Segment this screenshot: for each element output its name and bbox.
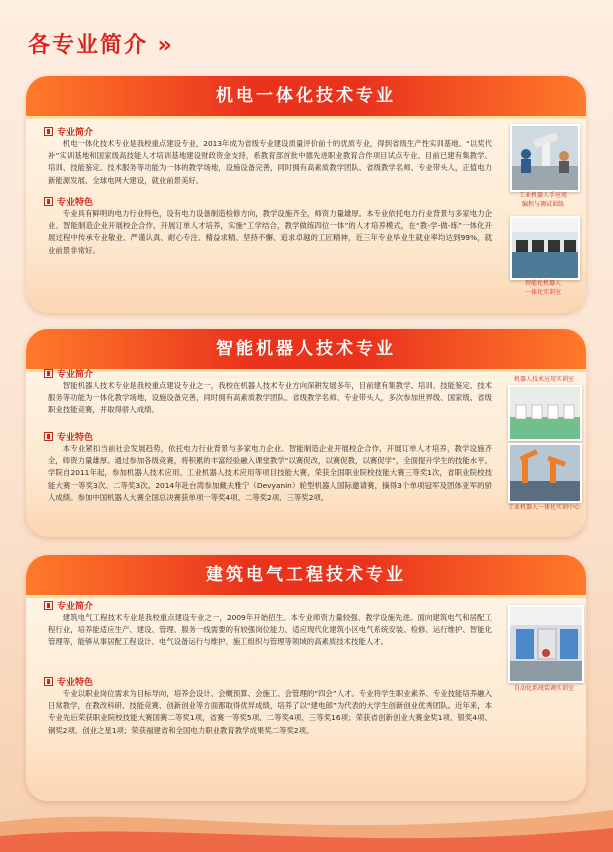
major-title: 机电一体化技术专业: [216, 86, 396, 106]
book-icon: [44, 432, 53, 441]
photo-robot-training: [510, 124, 580, 192]
feature-text: 专业以职业岗位需求为目标导向，培养会设计、会概预算、会施工、会管理的“四会”人才。专业将学生职业素养、专业技能培养融入日常教学，在教改科研、技能竞赛、创新创业等方面都取得优异成绩，培养了以“建电郎”为代表的大学生创新创业优秀团队。近年来，本专业先后荣获职业院校技能大赛国赛二等奖1项，省赛一等奖5项、二等奖4项、三等奖16项；荣获省创新创业大赛金奖1项、银奖4项、铜奖2项、创业之星1项；荣获福建省和全国电力职业教育教学成果奖二等奖2项。: [48, 689, 492, 735]
intro-text: 建筑电气工程技术专业是我校重点建设专业之一，2009年开始招生。本专业师资力量较强、教学设施先进。面向建筑电气和居配工程行业，培养能适应生产、建设、管理、服务一线需要的有较强岗位能力，适应现代化建筑小区电气系统安装、检修、运行维护、智能化管理等，能够从事居配工程设计、电气设备运行与维护、施工组织与管理等领域的高素质技术技能人才。: [48, 613, 492, 647]
photo-caption: 工业机器人手应用 编程与调试训练: [518, 192, 567, 208]
photo-robot-lab: [510, 216, 580, 280]
photo-caption: 工业机器人一体化实训中心: [507, 504, 580, 511]
photo-industrial-robot-center: [508, 443, 582, 503]
section-label-intro: 专业简介: [44, 125, 93, 138]
section-label-intro: 专业简介: [44, 367, 93, 380]
photo-caption: 机器人技术应用实训室: [513, 376, 574, 383]
major-card-mechatronics: [26, 76, 586, 313]
book-icon: [44, 127, 53, 136]
intro-text: 机电一体化技术专业是我校重点建设专业，2013年成为省级专业建设质量评价前十的优质专业，得到省级生产性实训基地、“以奖代补”实训基地和国家级高技能人才培训基地建设财政资金支持，系教育部首批中德先进职业教育合作项目试点专业。目前已建有集教学、培训、技能鉴定、技术服务等功能为一体的教学场地，设施设备完善，同时拥有高素质教学团队、省级教学名师、专业带头人，正值电力新能源发展、全球电网大建设，就业前景美好。: [48, 139, 492, 185]
book-icon: [44, 369, 53, 378]
photo-caption: 智能化机器人 一体化实训室: [524, 280, 561, 296]
section-label-feature: 专业特色: [44, 430, 93, 443]
book-icon: [44, 601, 53, 610]
feature-text: 本专业紧扣当前社会发展趋势，依托电力行业背景与多家电力企业、智能制造企业开展校企合作，开展订单人才培养，教学设施齐全，师资力量雄厚。通过参加各级竞赛，将积累的丰富经验融入课堂教学“以赛促改，以赛促教，以赛促学”，全面提升学生的技能水平。学院自2011年起，参加机器人技术应用、工业机器人技术应用等项目技能大赛，荣获全国职业院校技能大赛三等奖1次，省职业院校技能大赛一等奖3次、二等奖3次。2014年赴台湾参加戴夫雅宁（Devyanin）轮型机器人国际邀请赛，摘得3个单项冠军及团体亚军的骄人成绩。参加中国机器人大赛全国总决赛获单项一等奖4项、二等奖2项、三等奖2项。: [48, 444, 492, 502]
book-icon: [44, 677, 53, 686]
photo-automation-lab: [508, 605, 584, 683]
section-label-feature: 专业特色: [44, 675, 93, 688]
book-icon: [44, 197, 53, 206]
section-label-feature: 专业特色: [44, 195, 93, 208]
feature-text: 专业具有鲜明的电力行业特色，设有电力设备制造检修方向，教学设施齐全，师资力量雄厚。本专业依托电力行业背景与多家电力企业、智能制造企业开展校企合作，开展订单人才培养，实施“工学结合，教学做练四位一体”的人才培养模式，在“教-学-做-练”一体化开展过程中传承专业敬业、严谨认真、耐心专注、精益求精、坚持不懈、追求卓越的工匠精神，近三年专业毕业生就业率均达到99%，就业前景非常好。: [48, 209, 492, 255]
decorative-swoosh: [0, 792, 613, 852]
major-title: 智能机器人技术专业: [216, 339, 396, 359]
intro-text: 智能机器人技术专业是我校重点建设专业之一，我校在机器人技术专业方向深耕发展多年，目前建有集教学、培训、技能鉴定、技术服务等功能为一体化教学场地，设施设备完善，同时拥有高素质教学团队、省级教学名师、专业带头人，多次参加世界级、国家级、省级职业技能竞赛，并取得骄人成绩。: [48, 381, 492, 415]
photo-robot-lab-room: [508, 385, 582, 441]
major-card-robotics: [26, 329, 586, 537]
photo-caption: 自动化系统装调实训室: [513, 685, 574, 692]
page-title: 各专业简介 »: [28, 33, 174, 58]
section-label-intro: 专业简介: [44, 599, 93, 612]
major-card-building-electrical: [26, 555, 586, 801]
major-title: 建筑电气工程技术专业: [206, 565, 406, 585]
